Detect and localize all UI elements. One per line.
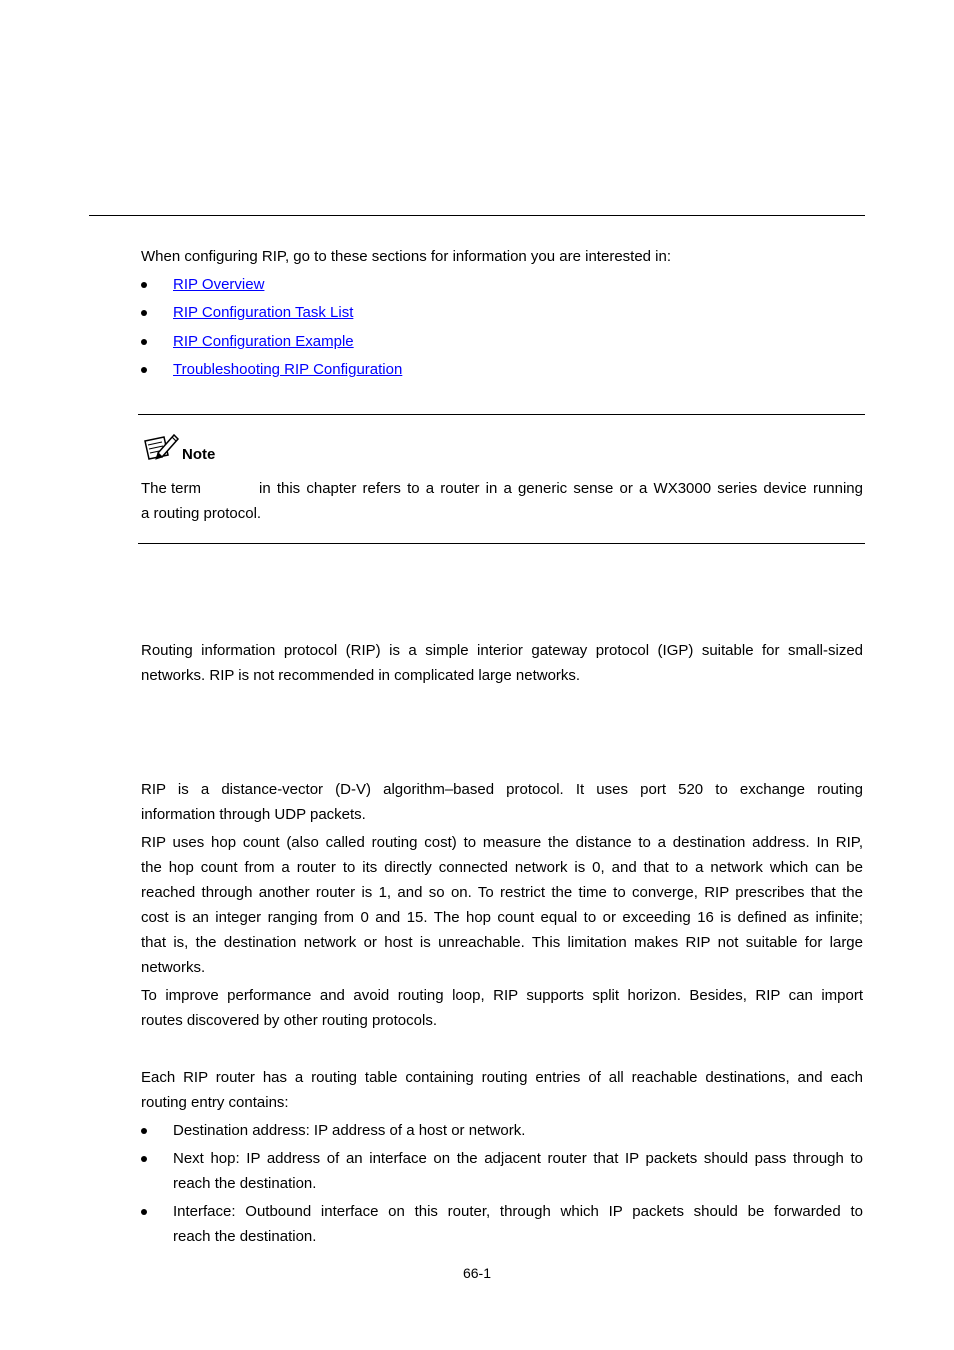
note-bottom-rule [138,543,865,544]
link-troubleshooting-rip-configuration[interactable]: Troubleshooting RIP Configuration [173,361,403,378]
bullet-icon [141,310,147,316]
bullet-icon [141,1156,147,1162]
mechanism-paragraph2-line3: reached through another router is 1, and so on. To restrict the time to converge, RIP prescribes that the [141,884,863,901]
routing-entry-destination: Destination address: IP address of a host or network. [173,1122,526,1139]
routing-table-paragraph-line2: routing entry contains: [141,1094,289,1111]
page-number: 66-1 [462,1265,492,1281]
bullet-icon [141,1209,147,1215]
overview-paragraph-line1: Routing information protocol (RIP) is a simple interior gateway protocol (IGP) suitable for small-sized [141,642,863,659]
note-pencil-icon [142,431,180,463]
routing-entry-interface-line1: Interface: Outbound interface on this router, through which IP packets should be forwarded to [173,1203,863,1220]
mechanism-paragraph2-line4: cost is an integer ranging from 0 and 15. The hop count equal to or exceeding 16 is defined as infinite; [141,909,863,926]
bullet-icon [141,367,147,373]
link-rip-configuration-task-list[interactable]: RIP Configuration Task List [173,304,354,321]
mechanism-paragraph1-line2: information through UDP packets. [141,806,366,823]
bullet-icon [141,1128,147,1134]
routing-entry-interface-line2: reach the destination. [173,1228,317,1245]
routing-entry-next-hop-line1: Next hop: IP address of an interface on the adjacent router that IP packets should pass through to [173,1150,863,1167]
mechanism-paragraph2-line6: networks. [141,959,206,976]
overview-paragraph-line2: networks. RIP is not recommended in complicated large networks. [141,667,581,684]
mechanism-paragraph3-line2: routes discovered by other routing protocols. [141,1012,437,1029]
link-rip-configuration-example[interactable]: RIP Configuration Example [173,333,354,350]
bullet-icon [141,282,147,288]
note-text-line1: in this chapter refers to a router in a generic sense or a WX3000 series device running [259,480,863,497]
note-top-rule [138,414,865,415]
note-text-term: The term [141,480,202,497]
routing-entry-next-hop-line2: reach the destination. [173,1175,317,1192]
bullet-icon [141,339,147,345]
note-label: Note [182,446,216,463]
intro-text: When configuring RIP, go to these sections for information you are interested in: [141,248,672,265]
mechanism-paragraph1-line1: RIP is a distance-vector (D-V) algorithm–based protocol. It uses port 520 to exchange routing [141,781,863,798]
chapter-top-rule [89,215,865,216]
link-rip-overview[interactable]: RIP Overview [173,276,265,293]
mechanism-paragraph2-line2: the hop count from a router to its directly connected network is 0, and that to a network which can be [141,859,863,876]
mechanism-paragraph2-line5: that is, the destination network or host is unreachable. This limitation makes RIP not suitable for large [141,934,863,951]
note-text-line2: a routing protocol. [141,505,262,522]
mechanism-paragraph3-line1: To improve performance and avoid routing loop, RIP supports split horizon. Besides, RIP can import [141,987,863,1004]
routing-table-paragraph-line1: Each RIP router has a routing table containing routing entries of all reachable destinations, and each [141,1069,863,1086]
mechanism-paragraph2-line1: RIP uses hop count (also called routing cost) to measure the distance to a destination address. In RIP, [141,834,863,851]
